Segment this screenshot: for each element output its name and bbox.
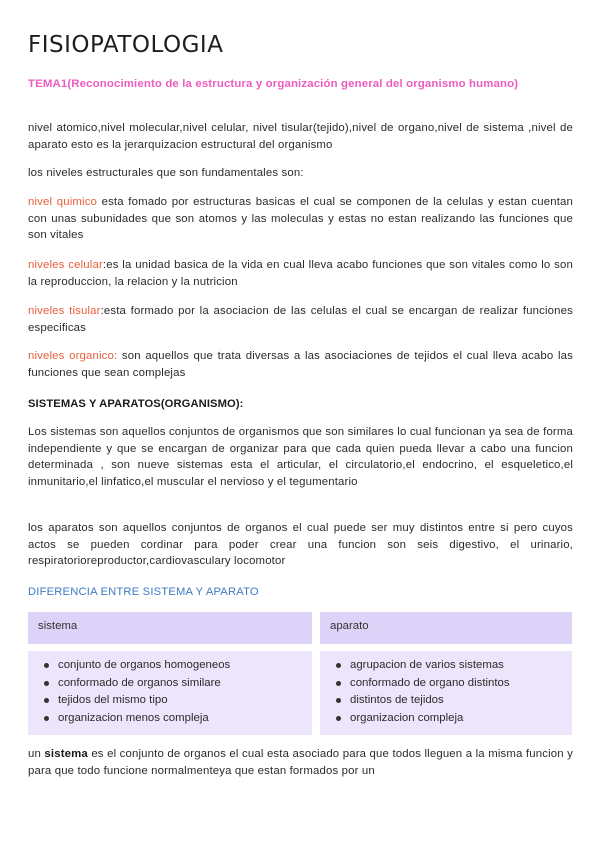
- diferencia-heading: DIFERENCIA ENTRE SISTEMA Y APARATO: [28, 586, 259, 598]
- closing-pre: un: [28, 748, 45, 760]
- closing-paragraph: [28, 746, 573, 779]
- nivel-tisular-paragraph: [28, 303, 573, 336]
- nivel-text: :esta formado por la asociacion de las celulas el cual se encargan de realizar funciones especificas: [28, 305, 573, 334]
- list-item: tejidos del mismo tipo: [58, 692, 304, 710]
- list-item: organizacion menos compleja: [58, 710, 304, 728]
- tema-heading: TEMA1(Reconocimiento de la estructura y organización general del organismo humano): [28, 78, 519, 90]
- intro-paragraph: nivel atomico,nivel molecular,nivel celular, nivel tisular(tejido),nivel de organo,nivel de sistema ,nivel de aparato esto es la jerarquizacion estructural del organismo: [28, 122, 573, 151]
- list-item: organizacion compleja: [350, 710, 564, 728]
- nivel-quimico-paragraph: [28, 194, 573, 244]
- closing-bold-term: sistema: [44, 748, 88, 760]
- table-header-sistema: sistema: [28, 612, 312, 644]
- list-item: distintos de tejidos: [350, 692, 564, 710]
- nivel-organico-paragraph: [28, 348, 573, 381]
- sistema-list: [36, 657, 304, 727]
- closing-text: es el conjunto de organos el cual esta asociado para que todos lleguen a la misma funcion y para que todo funcione normalmenteya que estan formados por un: [28, 748, 573, 777]
- nivel-term: niveles tisular: [28, 305, 101, 317]
- page-title: FISIOPATOLOGIA: [28, 32, 224, 58]
- sistemas-paragraph: Los sistemas son aquellos conjuntos de organismos que son similares lo cual funcionan ya sea de forma independiente y que se encargan de organizar para que cada quien pueda llevar a cabo una funcion determinada , son nueve sistemas esta el articular, el circulatorio,el endocrino, el esqueletico,el inmunitario,el linfatico,el muscular el nervioso y el tegumentario: [28, 426, 573, 488]
- aparato-list: [328, 657, 564, 727]
- nivel-celular-paragraph: [28, 257, 573, 290]
- nivel-term: niveles celular: [28, 259, 103, 271]
- table-header-aparato: aparato: [320, 612, 572, 644]
- list-item: agrupacion de varios sistemas: [350, 657, 564, 675]
- nivel-term: niveles organico:: [28, 350, 118, 362]
- list-item: conformado de organo distintos: [350, 675, 564, 693]
- niveles-intro: los niveles estructurales que son fundamentales son:: [28, 167, 304, 179]
- nivel-text: :es la unidad basica de la vida en cual lleva acabo funciones que son vitales como lo son la reproduccion, la relacion y la nutricion: [28, 259, 573, 288]
- nivel-term: nivel quimico: [28, 196, 98, 208]
- table-cell-sistema: [28, 651, 312, 735]
- list-item: conformado de organos similare: [58, 675, 304, 693]
- list-item: conjunto de organos homogeneos: [58, 657, 304, 675]
- sistemas-heading: SISTEMAS Y APARATOS(ORGANISMO):: [28, 398, 244, 410]
- nivel-text: son aquellos que trata diversas a las asociaciones de tejidos el cual lleva acabo las funciones que sean complejas: [28, 350, 573, 379]
- aparatos-paragraph: los aparatos son aquellos conjuntos de organos el cual puede ser muy distintos entre si pero cuyos actos se pueden cordinar para poder crear una funcion son seis digestivo, el urinario, respiratorioreproductor,cardiovasculary locomotor: [28, 522, 573, 567]
- table-cell-aparato: [320, 651, 572, 735]
- nivel-text: esta fomado por estructuras basicas el cual se componen de la celulas y estan cuentan con unas subunidades que son atomos y las moleculas y estas no estan realizando las funciones que son vitales: [28, 196, 573, 241]
